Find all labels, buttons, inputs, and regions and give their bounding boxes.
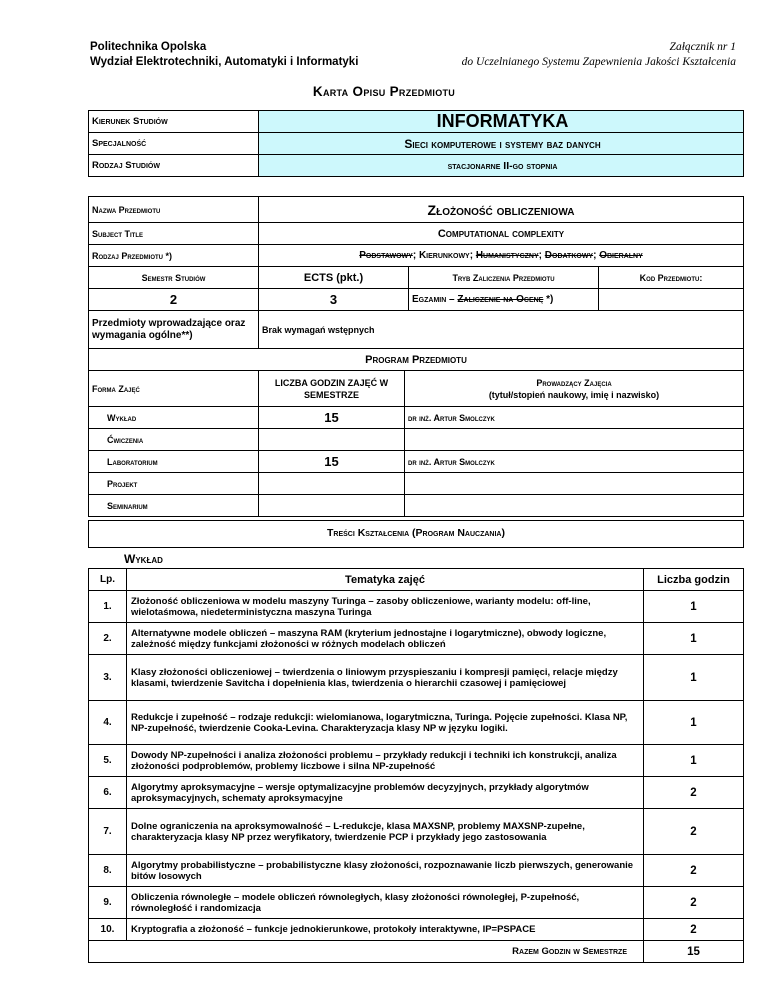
opt-sep: ;: [412, 250, 419, 261]
opt-sep: ;: [593, 250, 600, 261]
topic-cell: Algorytmy probabilistyczne – probabilistyczne klasy złożoności, rozpoznawanie liczb pierwszych, generowanie bitów losowych: [127, 855, 644, 887]
topic-cell: Algorytmy aproksymacyjne – wersje optymalizacyjne problemów decyzyjnych, przykłady algorytmów aproksymacyjnych, schematy aproksymacyjne: [127, 777, 644, 809]
topic-cell: Dolne ograniczenia na aproksymowalność – L-redukcje, klasa MAXSNP, problemy MAXSNP-zupełne, charakteryzacja klasy NP przez weryfikatory, twierdzenie PCP i przykłady jego zastosowania: [127, 809, 644, 855]
university-name: Politechnika Opolska: [90, 41, 207, 53]
semestr-value: 2: [89, 289, 259, 311]
prowadzacy-label: [405, 371, 744, 407]
prow-seminarium: [405, 495, 744, 517]
hours-cell: 2: [644, 919, 744, 941]
forma-seminarium: Seminarium: [89, 495, 259, 517]
forma-label: Forma Zajęć: [89, 371, 259, 407]
nazwa-value: Złożoność obliczeniowa: [259, 197, 744, 223]
godziny-label: LICZBA GODZIN ZAJĘĆ W SEMESTRZE: [259, 371, 405, 407]
lp-cell: 4.: [89, 701, 127, 745]
topic-cell: Alternatywne modele obliczeń – maszyna RAM (kryterium jednostajne i logarytmiczne), obwody logiczne, zależność między funkcjami złożoności w różnych modelach obliczeń: [127, 623, 644, 655]
ects-value: 3: [259, 289, 409, 311]
kod-label: Kod Przedmiotu:: [599, 267, 744, 289]
liczba-godzin-header: Liczba godzin: [644, 569, 744, 591]
kierunek-label: Kierunek Studiów: [89, 111, 259, 133]
tematyka-header: Tematyka zajęć: [127, 569, 644, 591]
prow-wyklad: dr inż. Artur Smolczyk: [405, 407, 744, 429]
tryb-egzamin: Egzamin –: [412, 294, 458, 305]
hours-cell: 1: [644, 591, 744, 623]
specjalnosc-label: Specjalność: [89, 133, 259, 155]
opt-humanistyczny: Humanistyczny: [475, 250, 539, 261]
page-title: Karta Opisu Przedmiotu: [312, 84, 456, 99]
lp-cell: 9.: [89, 887, 127, 919]
lp-cell: 10.: [89, 919, 127, 941]
opt-sep: ;: [469, 250, 476, 261]
program-table: [88, 348, 744, 517]
wymagania-label: Przedmioty wprowadzające oraz wymagania ogólne**): [89, 311, 259, 349]
godz-wyklad: 15: [259, 407, 405, 429]
opt-podstawowy: Podstawowy: [359, 250, 413, 261]
lp-cell: 3.: [89, 655, 127, 701]
godz-projekt: [259, 473, 405, 495]
lp-cell: 1.: [89, 591, 127, 623]
hours-cell: 1: [644, 623, 744, 655]
study-info-table: [88, 110, 744, 177]
hours-cell: 2: [644, 809, 744, 855]
topic-cell: Redukcje i zupełność – rodzaje redukcji: wielomianowa, logarytmiczna, Turinga. Pojęcie zupełności. Klasa NP, NP-zupełność, twierdzenie Cooka-Levina. Charakteryzacja klasy NP w języku logiki.: [127, 701, 644, 745]
prow-projekt: [405, 473, 744, 495]
tresci-title: Treści Kształcenia (Program Nauczania): [327, 527, 505, 539]
hours-cell: 2: [644, 777, 744, 809]
topic-cell: Klasy złożoności obliczeniowej – twierdzenia o liniowym przyspieszaniu i kompresji pamięci, relacje między klasami, twierdzenie Savitcha i dopełnienia klas, twierdzenia o hierarchii czasowej i pamięciowej: [127, 655, 644, 701]
university-header: [90, 40, 358, 70]
opt-obieralny: Obieralny: [599, 250, 643, 261]
prowadzacy-label-2: (tytuł/stopień naukowy, imię i nazwisko): [488, 389, 660, 400]
hours-cell: 1: [644, 745, 744, 777]
lp-cell: 7.: [89, 809, 127, 855]
kod-value: [599, 289, 744, 311]
ects-label: ECTS (pkt.): [259, 267, 409, 289]
topic-cell: Złożoność obliczeniowa w modelu maszyny Turinga – zasoby obliczeniowe, warianty modelu: off-line, wielotaśmowa, niedeterministyczna maszyna Turinga: [127, 591, 644, 623]
godz-cwiczenia: [259, 429, 405, 451]
subject-table: [88, 196, 744, 349]
forma-cwiczenia: Ćwiczenia: [89, 429, 259, 451]
topic-cell: Obliczenia równoległe – modele obliczeń równoległych, klasy złożoności równoległej, P-zupełność, równoległość i randomizacja: [127, 887, 644, 919]
prowadzacy-label-1: Prowadzący Zajęcia: [536, 377, 612, 388]
razem-value: 15: [644, 941, 744, 963]
rodzaj-przedmiotu-options: [259, 245, 744, 267]
tryb-value: [409, 289, 599, 311]
hours-cell: 2: [644, 855, 744, 887]
lp-header: Lp.: [89, 569, 127, 591]
annex-number: Załącznik nr 1: [669, 41, 736, 53]
forma-projekt: Projekt: [89, 473, 259, 495]
prow-laboratorium: dr inż. Artur Smolczyk: [405, 451, 744, 473]
razem-spacer: [89, 941, 127, 963]
semestr-label: Semestr Studiów: [89, 267, 259, 289]
kierunek-value: INFORMATYKA: [259, 111, 744, 133]
lp-cell: 8.: [89, 855, 127, 887]
subject-title-value: Computational complexity: [259, 223, 744, 245]
lp-cell: 5.: [89, 745, 127, 777]
nazwa-label: Nazwa Przedmiotu: [89, 197, 259, 223]
opt-dodatkowy: Dodatkowy: [544, 250, 594, 261]
razem-label: Razem Godzin w Semestrze: [127, 941, 644, 963]
rodzaj-przedmiotu-label: Rodzaj Przedmiotu *): [89, 245, 259, 267]
faculty-name: Wydział Elektrotechniki, Automatyki i Informatyki: [90, 56, 359, 68]
wymagania-value: Brak wymagań wstępnych: [259, 311, 744, 349]
specjalnosc-value: Sieci komputerowe i systemy baz danych: [259, 133, 744, 155]
forma-wyklad: Wykład: [89, 407, 259, 429]
rodzaj-studiow-label: Rodzaj Studiów: [89, 155, 259, 177]
tresci-table: [88, 568, 744, 963]
godz-seminarium: [259, 495, 405, 517]
hours-cell: 1: [644, 655, 744, 701]
opt-sep: ;: [538, 250, 545, 261]
lp-cell: 2.: [89, 623, 127, 655]
hours-cell: 1: [644, 701, 744, 745]
annex-description: do Uczelnianego Systemu Zapewnienia Jakości Kształcenia: [461, 56, 736, 68]
subject-title-label: Subject Title: [89, 223, 259, 245]
rodzaj-studiow-value: stacjonarne II-go stopnia: [259, 155, 744, 177]
annex-header: [462, 40, 736, 70]
tresci-section: Wykład: [124, 552, 163, 566]
godz-laboratorium: 15: [259, 451, 405, 473]
program-title: Program Przedmiotu: [89, 349, 744, 371]
topic-cell: Kryptografia a złożoność – funkcje jednokierunkowe, protokoły interaktywne, IP=PSPACE: [127, 919, 644, 941]
topic-cell: Dowody NP-zupełności i analiza złożoności problemu – przykłady redukcji i techniki ich konstrukcji, analiza złożoności podproblemów, problemy liczbowe i silna NP-zupełność: [127, 745, 644, 777]
lp-cell: 6.: [89, 777, 127, 809]
tryb-footnote: *): [543, 294, 554, 305]
hours-cell: 2: [644, 887, 744, 919]
opt-kierunkowy: Kierunkowy: [418, 250, 470, 261]
forma-laboratorium: Laboratorium: [89, 451, 259, 473]
tryb-zaliczenie: Zaliczenie na Ocenę: [457, 294, 544, 305]
tryb-label: Tryb Zaliczenia Przedmiotu: [409, 267, 599, 289]
prow-cwiczenia: [405, 429, 744, 451]
